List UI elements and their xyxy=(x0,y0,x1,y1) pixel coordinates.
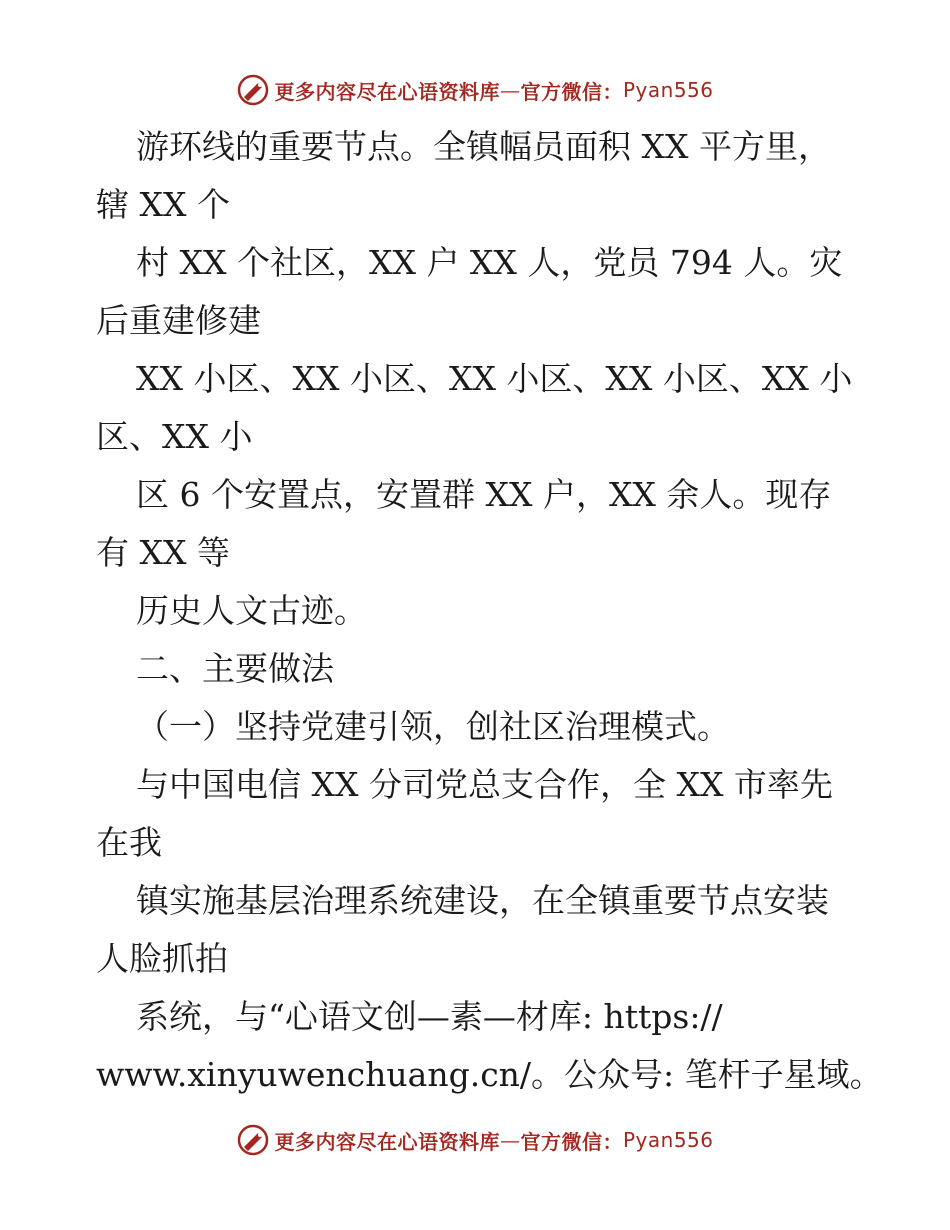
banner-main-text: 更多内容尽在心语资料库 xyxy=(274,1129,500,1154)
pen-nib-logo-icon xyxy=(236,73,270,107)
text-line: 后重建修建 xyxy=(96,301,261,340)
text-line: （一）坚持党建引领，创社区治理模式。 xyxy=(136,707,730,746)
text-line: 与中国电信 XX 分司党总支合作，全 XX 市率先 xyxy=(136,765,833,804)
text-line: XX 小区、XX 小区、XX 小区、XX 小区、XX 小 xyxy=(136,359,853,398)
footer-watermark xyxy=(0,1120,950,1160)
text-line: 有 XX 等 xyxy=(96,533,230,572)
banner-wechat-label: 官方微信： xyxy=(520,1129,623,1154)
text-line: 在我 xyxy=(96,823,162,862)
text-line: 镇实施基层治理系统建设，在全镇重要节点安装 xyxy=(136,881,829,920)
banner-dash: — xyxy=(499,1128,521,1152)
text-line: 区 6 个安置点，安置群 XX 户，XX 余人。现存 xyxy=(136,475,832,514)
banner-wechat-label: 官方微信： xyxy=(520,79,623,104)
text-line: www.xinyuwenchuang.cn/。公众号: 笔杆子星域。 xyxy=(96,1055,883,1094)
banner-dash: — xyxy=(499,78,521,102)
text-line: 区、XX 小 xyxy=(96,417,253,456)
banner-wechat-id: Pyan556 xyxy=(622,1128,714,1152)
text-line: 村 XX 个社区，XX 户 XX 人，党员 794 人。灾 xyxy=(136,243,843,282)
text-line: 二、主要做法 xyxy=(136,649,334,688)
text-line: 历史人文古迹。 xyxy=(136,591,367,630)
text-line: 辖 XX 个 xyxy=(96,185,230,224)
document-body xyxy=(96,118,883,1104)
banner-main-text: 更多内容尽在心语资料库 xyxy=(274,79,500,104)
text-line: 游环线的重要节点。全镇幅员面积 XX 平方里， xyxy=(136,127,831,166)
header-watermark xyxy=(0,70,950,110)
text-line: 人脸抓拍 xyxy=(96,939,228,978)
text-line: 系统，与“心语文创—素—材库: https:// xyxy=(136,997,723,1036)
banner-wechat-id: Pyan556 xyxy=(622,78,714,102)
pen-nib-logo-icon xyxy=(236,1123,270,1157)
